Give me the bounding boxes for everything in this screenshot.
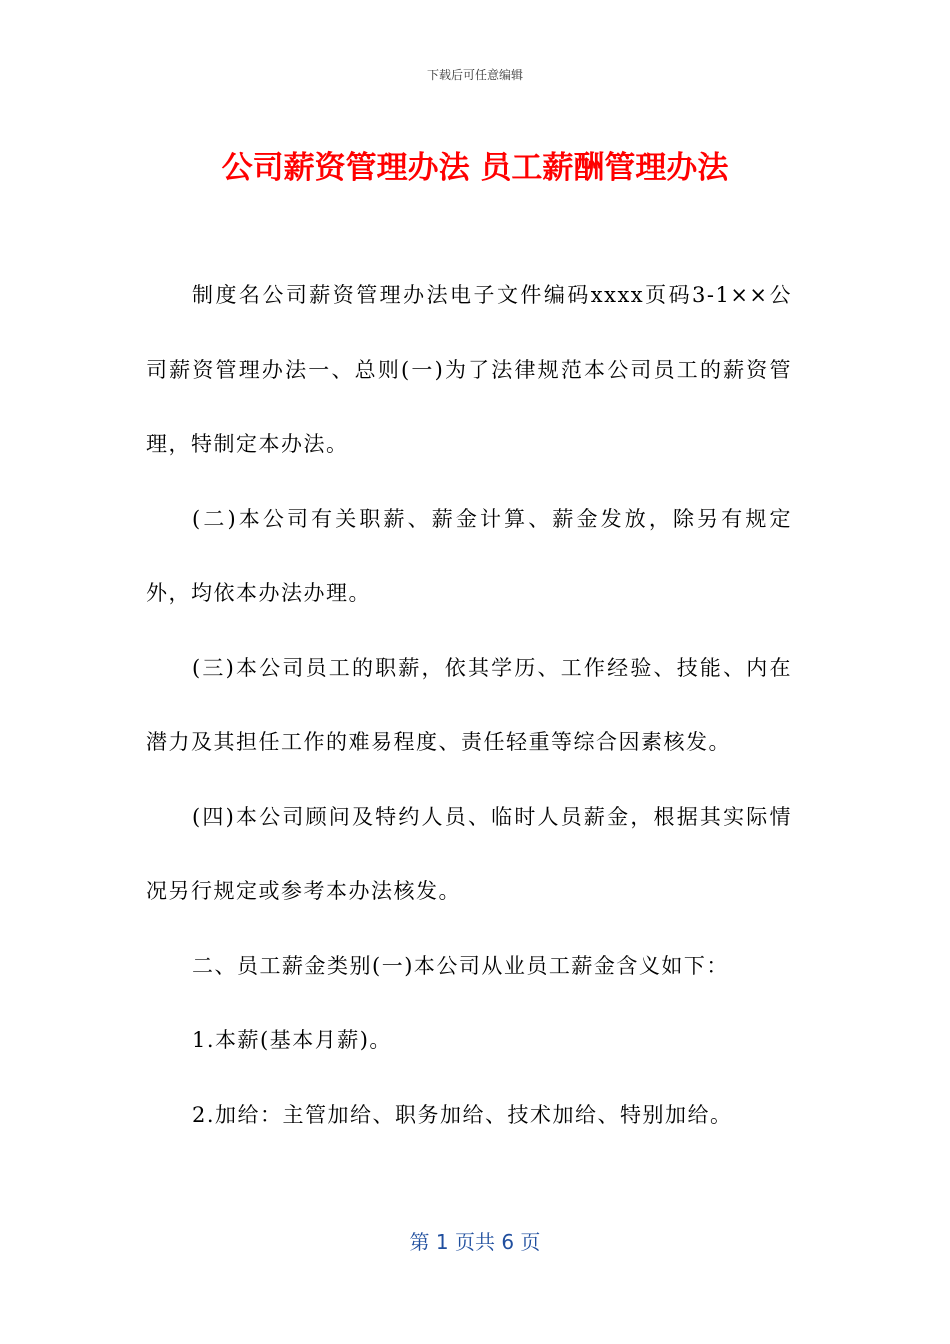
header-note: 下载后可任意编辑 [426, 68, 523, 82]
document-body [146, 258, 792, 1152]
paragraph-6: 1.本薪(基本月薪)。 [192, 1028, 392, 1052]
paragraph-2: (二)本公司有关职薪、薪金计算、薪金发放，除另有规定外，均依本办法办理。 [146, 506, 792, 605]
paragraph-3: (三)本公司员工的职薪，依其学历、工作经验、技能、内在潜力及其担任工作的难易程度、责任轻重等综合因素核发。 [146, 655, 792, 754]
paragraph-4: (四)本公司顾问及特约人员、临时人员薪金，根据其实际情况另行规定或参考本办法核发。 [146, 804, 792, 903]
document-title: 公司薪资管理办法 员工薪酬管理办法 [221, 150, 729, 186]
paragraph-1: 制度名公司薪资管理办法电子文件编码xxxx页码3-1××公司薪资管理办法一、总则(一)为了法律规范本公司员工的薪资管理，特制定本办法。 [146, 283, 792, 456]
paragraph-5: 二、员工薪金类别(一)本公司从业员工薪金含义如下： [192, 953, 729, 978]
paragraph-7: 2.加给：主管加给、职务加给、技术加给、特别加给。 [192, 1102, 733, 1127]
page-number-footer: 第 1 页共 6 页 [409, 1230, 541, 1254]
